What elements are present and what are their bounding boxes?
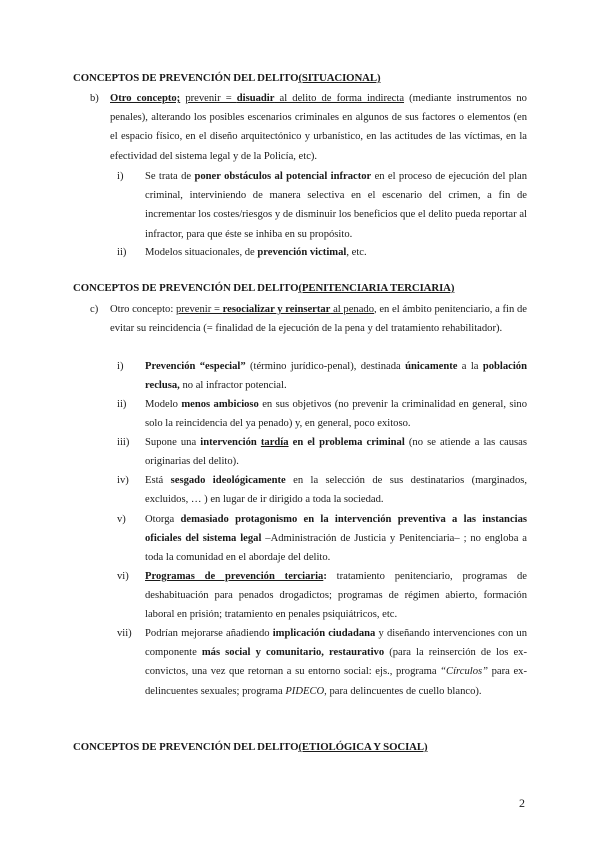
heading-main: CONCEPTOS DE PREVENCIÓN DEL DELITO [73,72,299,84]
para-lead: Otro concepto; [110,93,181,104]
para-prevenir: prevenir = [175,304,223,315]
list-item [117,471,528,509]
list-item [117,357,527,395]
item-text: en la selección de sus destinatarios (marginados, excluidos, … ) en lugar de ir dirigido a toda la sociedad. [145,475,528,506]
item-marker: i) [117,171,124,182]
item-bold: únicamente [405,361,458,372]
list-item [117,243,527,262]
item-bold: más social y comunitario, restaurativo [201,647,385,659]
heading-type: (ETIOLÓGICA Y SOCIAL) [298,741,428,753]
list-item [117,167,528,244]
item-bold: población reclusa, [145,361,527,392]
para-prevenir: prevenir = [185,93,237,104]
item-text: , etc. [346,247,367,258]
para-verb-tail: al penado [330,304,375,315]
item-text: tratamiento penitenciario, programas de deshabituación para penados drogadictos; programas de régimen abierto, formación laboral en prisión; tratamiento en penales psiquiátricos, etc. [145,571,527,621]
item-bold: sesgado ideológicamente [170,475,286,486]
item-text: Está [145,475,171,486]
item-text: (no se atiende a las causas originarias del delito). [145,437,528,468]
item-text: a la [457,361,483,372]
item-text: (término jurídico-penal), destinada [245,361,406,372]
section-heading-situacional [73,72,380,84]
item-marker: iv) [117,475,129,486]
item-bold: poner obstáculos al potencial infractor [194,171,372,182]
list-item [117,624,527,701]
item-text: y diseñando intervenciones con un componente [145,628,527,659]
heading-type: (SITUACIONAL) [298,72,381,84]
item-text: Podrían mejorarse añadiendo [145,628,273,639]
item-text: , para delincuentes de cuello blanco). [324,685,482,697]
paragraph-c [90,300,527,338]
para-verb-tail: al delito de forma indirecta [274,93,405,104]
para-verb: disuadir [236,93,275,104]
item-bold-underlined: tardía [260,437,289,448]
list-item [117,567,527,625]
list-item [117,433,528,471]
item-text: en sus objetivos (no prevenir la criminalidad en general, sino solo la reincidencia del ya penado) y, en general, poco exitoso. [145,399,527,430]
para-lead: Otro concepto: [110,304,176,315]
item-marker: vi) [117,571,129,582]
item-marker: iii) [117,437,130,448]
list-item [117,395,527,433]
item-bold: : [323,571,327,582]
list-item [117,510,528,568]
item-marker: ii) [117,247,127,258]
item-marker: vii) [117,628,132,639]
paragraph-marker: c) [90,304,99,315]
item-text: no al infractor potencial. [179,380,287,392]
item-text: –Administración de Justicia y Penitenciaria– ; no engloba a toda la comunidad en el abordaje del delito. [145,533,527,564]
item-bold: demasiado protagonismo en la intervención preventiva a las instancias oficiales del sistema legal [145,514,528,545]
section-heading-penitenciaria [73,282,454,294]
heading-type: (PENITENCIARIA TERCIARIA) [298,282,455,294]
section-heading-etiologica [73,741,427,753]
item-italic: PIDECO [285,685,325,697]
item-text: (para la reinserción de los ex-convictos, una vez que retornan a su entorno social: ejs., programa [145,647,527,678]
item-bold: Prevención “especial” [145,361,246,372]
item-bold: intervención [200,437,261,448]
item-marker: i) [117,361,124,372]
para-rest: (mediante instrumentos no penales), alterando los posibles escenarios criminales en algunos de sus factores o elementos (en el espacio físico, en el diseño arquitectónico y urbanístico, en las actitudes de las víctimas, en la efectividad del sistema legal y de la Policía, etc). [110,93,527,162]
item-text: Se trata de [145,171,195,182]
item-marker: ii) [117,399,127,410]
item-text: Modelos situacionales, de [145,247,258,258]
item-italic: “Círculos” [440,666,489,678]
para-verb: resocializar y reinsertar [222,304,331,315]
item-text: en el proceso de ejecución del plan criminal, interviniendo de manera selectiva en el escenario del crimen, a fin de incrementar los costes/riesgos y de disminuir los beneficios que el delito pueda reportar al infractor, para que éste se inhiba en su propósito. [145,171,528,240]
item-text: para ex-delincuentes sexuales; programa [145,666,527,697]
item-bold: implicación ciudadana [272,628,376,639]
item-bold: en el problema criminal [288,437,405,448]
item-text: Modelo [145,399,182,410]
heading-main: CONCEPTOS DE PREVENCIÓN DEL DELITO [73,282,299,294]
heading-main: CONCEPTOS DE PREVENCIÓN DEL DELITO [73,741,299,753]
item-marker: v) [117,514,126,525]
item-bold: prevención victimal [257,247,347,258]
page-number: 2 [519,796,525,810]
item-text: Supone una [145,437,201,448]
paragraph-marker: b) [90,93,99,104]
para-rest: , en el ámbito penitenciario, a fin de evitar su reincidencia (= finalidad de la ejecución de la pena y del tratamiento rehabilitador). [110,304,527,335]
paragraph-b [90,89,527,166]
item-bold: menos ambicioso [181,399,259,410]
item-bold-underlined: Programas de prevención terciaria [145,571,324,582]
item-text: Otorga [145,514,181,525]
